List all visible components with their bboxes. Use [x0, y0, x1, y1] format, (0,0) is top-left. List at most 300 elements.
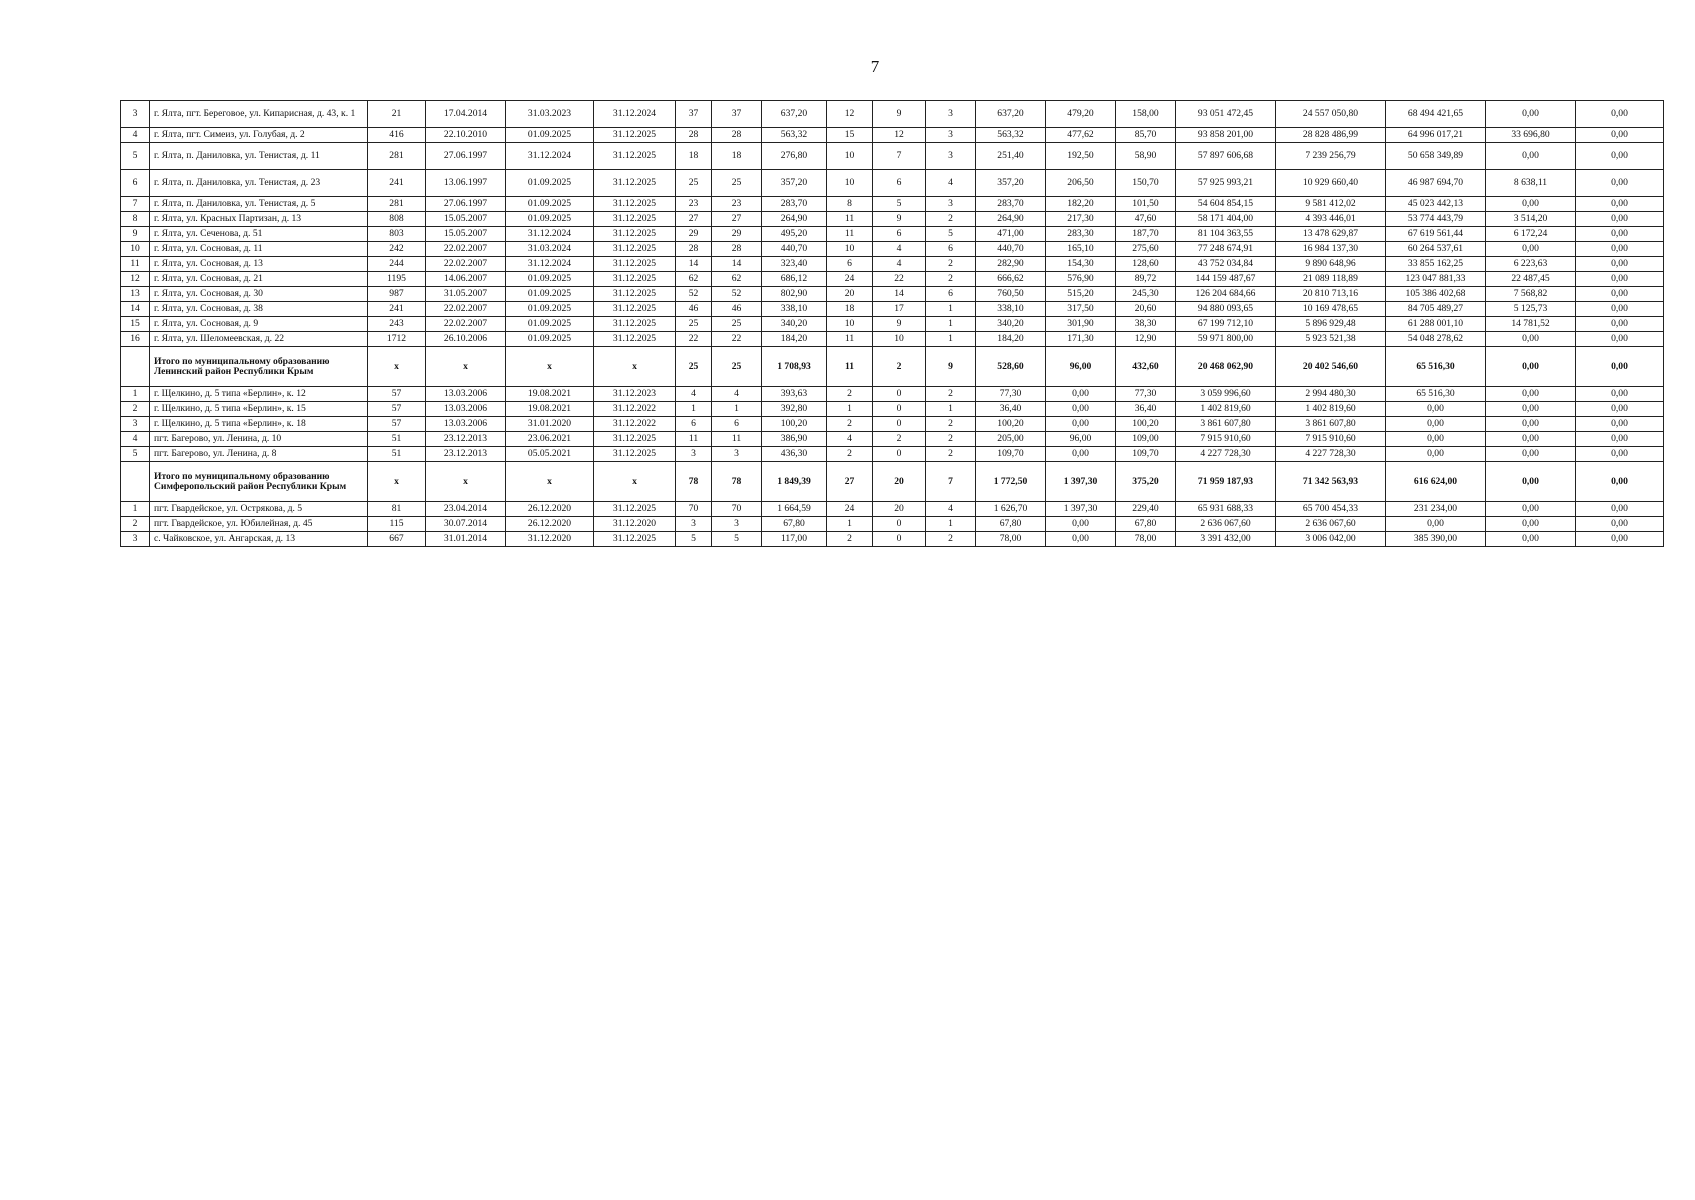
cell-sum-b: 45 023 442,13: [1386, 197, 1486, 212]
cell-area-total: 637,20: [762, 101, 827, 128]
cell-sum-b: 0,00: [1386, 432, 1486, 447]
cell-qty-total: 6: [827, 257, 873, 272]
cell-qty-total: 10: [827, 317, 873, 332]
cell-sum-d: 0,00: [1576, 387, 1664, 402]
cell-count-b: 18: [712, 143, 762, 170]
cell-qty-b: 2: [926, 532, 976, 547]
cell-count-b: 1: [712, 402, 762, 417]
cell-sum-a: 9 581 412,02: [1276, 197, 1386, 212]
cell-qty-a: 5: [873, 197, 926, 212]
cell-sum-b: 68 494 421,65: [1386, 101, 1486, 128]
cell-qty-b: 1: [926, 517, 976, 532]
cell-date-c: 31.12.2025: [594, 143, 676, 170]
cell-row-number: 4: [121, 128, 150, 143]
cell-date-b: 26.12.2020: [506, 517, 594, 532]
cell-date-a: 27.06.1997: [426, 143, 506, 170]
cell-date-a: 22.02.2007: [426, 257, 506, 272]
cell-qty-a: 20: [873, 462, 926, 502]
cell-qty-total: 4: [827, 432, 873, 447]
table-row: [121, 272, 1664, 287]
cell-qty-a: 0: [873, 417, 926, 432]
cell-area-b: 77,30: [976, 387, 1046, 402]
cell-address: г. Ялта, ул. Сеченова, д. 51: [150, 227, 368, 242]
cell-count-b: 25: [712, 170, 762, 197]
cell-sum-total: 1 402 819,60: [1176, 402, 1276, 417]
cell-qty-a: 4: [873, 242, 926, 257]
cell-area-d: 100,20: [1116, 417, 1176, 432]
cell-area-total: 686,12: [762, 272, 827, 287]
cell-date-a: 22.10.2010: [426, 128, 506, 143]
cell-sum-d: 0,00: [1576, 242, 1664, 257]
cell-area-total: 100,20: [762, 417, 827, 432]
cell-area-c: 1 397,30: [1046, 502, 1116, 517]
cell-date-b: 31.12.2024: [506, 143, 594, 170]
cell-address: г. Ялта, ул. Сосновая, д. 9: [150, 317, 368, 332]
cell-year-col: 81: [368, 502, 426, 517]
cell-qty-total: 2: [827, 532, 873, 547]
cell-sum-c: 0,00: [1486, 402, 1576, 417]
cell-sum-total: 65 931 688,33: [1176, 502, 1276, 517]
cell-count-a: 22: [676, 332, 712, 347]
cell-qty-b: 3: [926, 143, 976, 170]
cell-address: г. Ялта, ул. Красных Партизан, д. 13: [150, 212, 368, 227]
cell-area-b: 637,20: [976, 101, 1046, 128]
cell-qty-total: 12: [827, 101, 873, 128]
cell-address: г. Ялта, п. Даниловка, ул. Тенистая, д. 11: [150, 143, 368, 170]
cell-date-a: 13.03.2006: [426, 387, 506, 402]
cell-qty-b: 2: [926, 257, 976, 272]
cell-sum-a: 28 828 486,99: [1276, 128, 1386, 143]
cell-sum-total: 7 915 910,60: [1176, 432, 1276, 447]
cell-sum-total: 2 636 067,60: [1176, 517, 1276, 532]
cell-sum-a: 1 402 819,60: [1276, 402, 1386, 417]
cell-qty-b: 1: [926, 332, 976, 347]
cell-date-a: 23.12.2013: [426, 432, 506, 447]
cell-year-col: 57: [368, 402, 426, 417]
cell-area-c: 477,62: [1046, 128, 1116, 143]
cell-date-b: 01.09.2025: [506, 170, 594, 197]
cell-sum-total: 77 248 674,91: [1176, 242, 1276, 257]
cell-qty-a: 12: [873, 128, 926, 143]
cell-count-b: 62: [712, 272, 762, 287]
cell-area-b: 251,40: [976, 143, 1046, 170]
cell-row-number: 7: [121, 197, 150, 212]
cell-count-b: 22: [712, 332, 762, 347]
cell-year-col: 57: [368, 387, 426, 402]
cell-date-c: 31.12.2025: [594, 272, 676, 287]
cell-count-b: 25: [712, 347, 762, 387]
cell-date-a: 23.04.2014: [426, 502, 506, 517]
table-row: [121, 287, 1664, 302]
cell-address: г. Ялта, ул. Сосновая, д. 38: [150, 302, 368, 317]
cell-year-col: 51: [368, 447, 426, 462]
cell-qty-total: 24: [827, 272, 873, 287]
cell-qty-a: 9: [873, 317, 926, 332]
table-row: [121, 402, 1664, 417]
cell-date-a: 13.06.1997: [426, 170, 506, 197]
cell-sum-total: 3 059 996,60: [1176, 387, 1276, 402]
cell-date-a: 30.07.2014: [426, 517, 506, 532]
cell-area-d: 101,50: [1116, 197, 1176, 212]
cell-sum-d: 0,00: [1576, 302, 1664, 317]
cell-area-b: 78,00: [976, 532, 1046, 547]
page-number: 7: [870, 57, 880, 76]
cell-count-a: 37: [676, 101, 712, 128]
cell-year-col: 57: [368, 417, 426, 432]
cell-address: г. Ялта, пгт. Симеиз, ул. Голубая, д. 2: [150, 128, 368, 143]
cell-date-b: 05.05.2021: [506, 447, 594, 462]
cell-date-c: 31.12.2023: [594, 387, 676, 402]
cell-sum-c: 0,00: [1486, 532, 1576, 547]
cell-sum-total: 81 104 363,55: [1176, 227, 1276, 242]
cell-sum-b: 46 987 694,70: [1386, 170, 1486, 197]
cell-area-c: 0,00: [1046, 447, 1116, 462]
cell-count-a: 1: [676, 402, 712, 417]
cell-area-c: 576,90: [1046, 272, 1116, 287]
cell-area-total: 276,80: [762, 143, 827, 170]
cell-row-number: 3: [121, 532, 150, 547]
cell-area-total: 436,30: [762, 447, 827, 462]
cell-year-col: 416: [368, 128, 426, 143]
cell-sum-a: 13 478 629,87: [1276, 227, 1386, 242]
cell-sum-total: 20 468 062,90: [1176, 347, 1276, 387]
table-row: [121, 197, 1664, 212]
cell-date-b: 31.01.2020: [506, 417, 594, 432]
cell-qty-a: 0: [873, 447, 926, 462]
cell-area-total: 264,90: [762, 212, 827, 227]
cell-date-c: x: [594, 462, 676, 502]
cell-qty-total: 2: [827, 417, 873, 432]
cell-area-b: 282,90: [976, 257, 1046, 272]
cell-count-b: 70: [712, 502, 762, 517]
table-row: [121, 257, 1664, 272]
cell-sum-b: 54 048 278,62: [1386, 332, 1486, 347]
cell-address: г. Ялта, п. Даниловка, ул. Тенистая, д. 5: [150, 197, 368, 212]
cell-year-col: 281: [368, 197, 426, 212]
cell-sum-total: 67 199 712,10: [1176, 317, 1276, 332]
cell-qty-b: 2: [926, 272, 976, 287]
cell-row-number: 4: [121, 432, 150, 447]
cell-sum-total: 144 159 487,67: [1176, 272, 1276, 287]
cell-year-col: 21: [368, 101, 426, 128]
cell-qty-total: 11: [827, 347, 873, 387]
cell-area-c: 0,00: [1046, 532, 1116, 547]
cell-count-a: 25: [676, 170, 712, 197]
cell-address: г. Ялта, ул. Сосновая, д. 11: [150, 242, 368, 257]
cell-area-b: 760,50: [976, 287, 1046, 302]
cell-date-b: 31.03.2024: [506, 242, 594, 257]
cell-count-a: 3: [676, 517, 712, 532]
cell-row-number: 12: [121, 272, 150, 287]
cell-row-number: 16: [121, 332, 150, 347]
cell-date-a: 22.02.2007: [426, 302, 506, 317]
table-row: [121, 332, 1664, 347]
cell-year-col: 244: [368, 257, 426, 272]
table-row: [121, 432, 1664, 447]
cell-date-a: 22.02.2007: [426, 317, 506, 332]
cell-count-a: 25: [676, 347, 712, 387]
cell-qty-b: 6: [926, 287, 976, 302]
cell-qty-total: 18: [827, 302, 873, 317]
cell-area-c: 171,30: [1046, 332, 1116, 347]
cell-sum-c: 0,00: [1486, 101, 1576, 128]
table-row: [121, 227, 1664, 242]
table-row: [121, 242, 1664, 257]
cell-area-d: 109,70: [1116, 447, 1176, 462]
cell-count-b: 28: [712, 242, 762, 257]
cell-area-d: 85,70: [1116, 128, 1176, 143]
cell-sum-d: 0,00: [1576, 517, 1664, 532]
cell-address: г. Щелкино, д. 5 типа «Берлин», к. 12: [150, 387, 368, 402]
register-body: [121, 101, 1664, 547]
cell-date-b: 31.03.2023: [506, 101, 594, 128]
cell-count-b: 14: [712, 257, 762, 272]
cell-date-b: x: [506, 347, 594, 387]
cell-count-a: 11: [676, 432, 712, 447]
cell-count-a: 62: [676, 272, 712, 287]
cell-year-col: 115: [368, 517, 426, 532]
cell-address: г. Ялта, ул. Сосновая, д. 21: [150, 272, 368, 287]
cell-sum-total: 57 925 993,21: [1176, 170, 1276, 197]
cell-area-b: 283,70: [976, 197, 1046, 212]
cell-sum-c: 7 568,82: [1486, 287, 1576, 302]
cell-area-c: 515,20: [1046, 287, 1116, 302]
cell-area-d: 109,00: [1116, 432, 1176, 447]
cell-date-b: 23.06.2021: [506, 432, 594, 447]
cell-sum-total: 126 204 684,66: [1176, 287, 1276, 302]
table-row: [121, 447, 1664, 462]
cell-qty-a: 22: [873, 272, 926, 287]
cell-qty-total: 1: [827, 517, 873, 532]
cell-sum-c: 0,00: [1486, 417, 1576, 432]
cell-area-c: 217,30: [1046, 212, 1116, 227]
cell-sum-d: 0,00: [1576, 170, 1664, 197]
table-row: [121, 128, 1664, 143]
cell-area-c: 192,50: [1046, 143, 1116, 170]
cell-row-number: [121, 347, 150, 387]
cell-qty-b: 4: [926, 502, 976, 517]
cell-row-number: 13: [121, 287, 150, 302]
cell-area-d: 36,40: [1116, 402, 1176, 417]
cell-date-b: 31.12.2020: [506, 532, 594, 547]
cell-qty-b: 6: [926, 242, 976, 257]
cell-sum-total: 71 959 187,93: [1176, 462, 1276, 502]
cell-sum-a: 2 636 067,60: [1276, 517, 1386, 532]
cell-date-a: 15.05.2007: [426, 227, 506, 242]
table-row: [121, 517, 1664, 532]
cell-area-total: 283,70: [762, 197, 827, 212]
cell-date-c: x: [594, 347, 676, 387]
cell-area-c: 0,00: [1046, 517, 1116, 532]
cell-sum-d: 0,00: [1576, 287, 1664, 302]
cell-sum-b: 60 264 537,61: [1386, 242, 1486, 257]
cell-qty-a: 6: [873, 227, 926, 242]
cell-qty-b: 4: [926, 170, 976, 197]
cell-count-a: 29: [676, 227, 712, 242]
cell-date-c: 31.12.2025: [594, 170, 676, 197]
cell-area-total: 184,20: [762, 332, 827, 347]
cell-date-b: 01.09.2025: [506, 302, 594, 317]
cell-area-d: 78,00: [1116, 532, 1176, 547]
cell-area-total: 393,63: [762, 387, 827, 402]
cell-sum-d: 0,00: [1576, 347, 1664, 387]
cell-area-total: 357,20: [762, 170, 827, 197]
cell-sum-c: 33 696,80: [1486, 128, 1576, 143]
table-row: [121, 143, 1664, 170]
table-row: [121, 317, 1664, 332]
cell-sum-d: 0,00: [1576, 462, 1664, 502]
cell-qty-b: 3: [926, 101, 976, 128]
cell-year-col: 241: [368, 170, 426, 197]
cell-area-d: 12,90: [1116, 332, 1176, 347]
cell-row-number: 2: [121, 402, 150, 417]
cell-qty-b: 5: [926, 227, 976, 242]
cell-count-b: 52: [712, 287, 762, 302]
cell-count-b: 6: [712, 417, 762, 432]
cell-date-c: 31.12.2025: [594, 317, 676, 332]
cell-qty-total: 27: [827, 462, 873, 502]
cell-area-total: 386,90: [762, 432, 827, 447]
cell-sum-b: 33 855 162,25: [1386, 257, 1486, 272]
cell-address: г. Ялта, п. Даниловка, ул. Тенистая, д. 23: [150, 170, 368, 197]
cell-sum-d: 0,00: [1576, 272, 1664, 287]
cell-sum-c: 5 125,73: [1486, 302, 1576, 317]
cell-sum-c: 6 172,24: [1486, 227, 1576, 242]
cell-qty-a: 2: [873, 347, 926, 387]
table-row: [121, 170, 1664, 197]
cell-sum-c: 0,00: [1486, 432, 1576, 447]
cell-count-b: 5: [712, 532, 762, 547]
cell-sum-b: 53 774 443,79: [1386, 212, 1486, 227]
cell-area-total: 323,40: [762, 257, 827, 272]
cell-area-total: 1 664,59: [762, 502, 827, 517]
cell-date-b: 01.09.2025: [506, 197, 594, 212]
cell-date-c: 31.12.2025: [594, 212, 676, 227]
cell-sum-c: 0,00: [1486, 447, 1576, 462]
cell-count-b: 29: [712, 227, 762, 242]
cell-area-b: 440,70: [976, 242, 1046, 257]
cell-date-c: 31.12.2025: [594, 128, 676, 143]
cell-area-d: 187,70: [1116, 227, 1176, 242]
table-row: [121, 101, 1664, 128]
cell-area-b: 67,80: [976, 517, 1046, 532]
cell-sum-d: 0,00: [1576, 317, 1664, 332]
cell-date-c: 31.12.2025: [594, 302, 676, 317]
cell-qty-b: 2: [926, 387, 976, 402]
cell-date-a: 13.03.2006: [426, 417, 506, 432]
cell-count-a: 70: [676, 502, 712, 517]
cell-address: г. Щелкино, д. 5 типа «Берлин», к. 18: [150, 417, 368, 432]
cell-sum-c: 6 223,63: [1486, 257, 1576, 272]
cell-area-d: 77,30: [1116, 387, 1176, 402]
cell-qty-total: 2: [827, 387, 873, 402]
cell-sum-b: 231 234,00: [1386, 502, 1486, 517]
cell-sum-d: 0,00: [1576, 447, 1664, 462]
cell-row-number: 5: [121, 143, 150, 170]
cell-sum-d: 0,00: [1576, 332, 1664, 347]
cell-qty-total: 15: [827, 128, 873, 143]
cell-row-number: 9: [121, 227, 150, 242]
cell-count-b: 28: [712, 128, 762, 143]
cell-sum-b: 105 386 402,68: [1386, 287, 1486, 302]
cell-sum-b: 0,00: [1386, 517, 1486, 532]
cell-area-d: 38,30: [1116, 317, 1176, 332]
cell-count-a: 28: [676, 128, 712, 143]
cell-area-c: 283,30: [1046, 227, 1116, 242]
cell-row-number: 11: [121, 257, 150, 272]
cell-sum-a: 3 006 042,00: [1276, 532, 1386, 547]
cell-qty-total: 10: [827, 170, 873, 197]
cell-date-a: 13.03.2006: [426, 402, 506, 417]
cell-area-c: 317,50: [1046, 302, 1116, 317]
cell-qty-b: 3: [926, 128, 976, 143]
cell-date-c: 31.12.2025: [594, 502, 676, 517]
cell-qty-total: 11: [827, 227, 873, 242]
cell-date-a: x: [426, 347, 506, 387]
cell-sum-b: 385 390,00: [1386, 532, 1486, 547]
cell-address: пгт. Багерово, ул. Ленина, д. 10: [150, 432, 368, 447]
cell-sum-a: 3 861 607,80: [1276, 417, 1386, 432]
cell-sum-a: 65 700 454,33: [1276, 502, 1386, 517]
cell-sum-d: 0,00: [1576, 197, 1664, 212]
cell-row-number: [121, 462, 150, 502]
cell-area-c: 479,20: [1046, 101, 1116, 128]
cell-area-total: 1 708,93: [762, 347, 827, 387]
cell-date-c: 31.12.2025: [594, 332, 676, 347]
cell-sum-a: 4 227 728,30: [1276, 447, 1386, 462]
cell-address: пгт. Гвардейское, ул. Острякова, д. 5: [150, 502, 368, 517]
cell-area-b: 184,20: [976, 332, 1046, 347]
cell-sum-d: 0,00: [1576, 402, 1664, 417]
cell-address: г. Ялта, ул. Сосновая, д. 13: [150, 257, 368, 272]
cell-sum-c: 3 514,20: [1486, 212, 1576, 227]
cell-area-c: 0,00: [1046, 402, 1116, 417]
subtotal-row: [121, 347, 1664, 387]
cell-count-b: 78: [712, 462, 762, 502]
cell-qty-a: 9: [873, 212, 926, 227]
cell-sum-d: 0,00: [1576, 502, 1664, 517]
cell-sum-total: 43 752 034,84: [1176, 257, 1276, 272]
cell-qty-total: 11: [827, 332, 873, 347]
cell-count-a: 25: [676, 317, 712, 332]
cell-date-a: 31.01.2014: [426, 532, 506, 547]
cell-area-total: 1 849,39: [762, 462, 827, 502]
cell-date-c: 31.12.2025: [594, 242, 676, 257]
cell-qty-a: 0: [873, 387, 926, 402]
cell-sum-total: 58 171 404,00: [1176, 212, 1276, 227]
cell-sum-b: 123 047 881,33: [1386, 272, 1486, 287]
cell-area-b: 264,90: [976, 212, 1046, 227]
cell-date-c: 31.12.2025: [594, 197, 676, 212]
cell-area-b: 100,20: [976, 417, 1046, 432]
cell-sum-a: 5 923 521,38: [1276, 332, 1386, 347]
cell-year-col: 241: [368, 302, 426, 317]
cell-area-d: 150,70: [1116, 170, 1176, 197]
cell-qty-a: 4: [873, 257, 926, 272]
cell-area-total: 117,00: [762, 532, 827, 547]
cell-count-a: 6: [676, 417, 712, 432]
cell-sum-c: 14 781,52: [1486, 317, 1576, 332]
cell-sum-a: 16 984 137,30: [1276, 242, 1386, 257]
cell-sum-c: 0,00: [1486, 387, 1576, 402]
cell-date-a: 27.06.1997: [426, 197, 506, 212]
cell-date-c: 31.12.2025: [594, 432, 676, 447]
cell-area-c: 301,90: [1046, 317, 1116, 332]
cell-row-number: 5: [121, 447, 150, 462]
cell-date-b: 01.09.2025: [506, 287, 594, 302]
cell-year-col: 808: [368, 212, 426, 227]
cell-sum-b: 616 624,00: [1386, 462, 1486, 502]
